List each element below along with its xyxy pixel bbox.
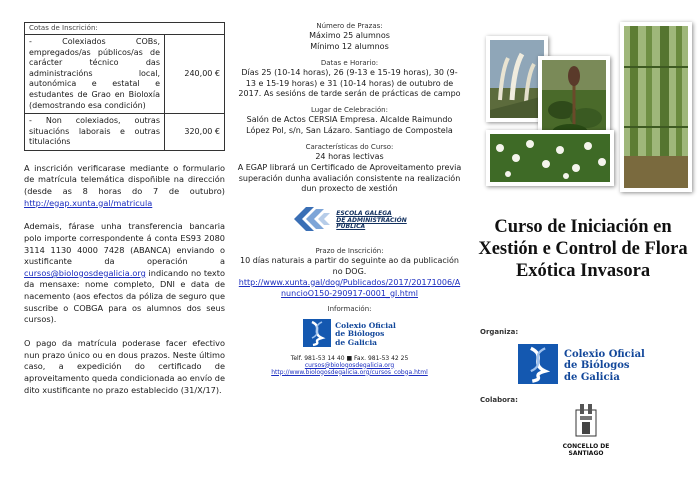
table-row: [25, 35, 225, 114]
installments-paragraph: O pago da matrícula poderase facer efectivo nun prazo único ou en dous prazos. Neste último caso, a expedición do certificado de aproveitamento queda condicionada ao envío de dito xustificante no prazo establecido (31/X/17).: [24, 338, 225, 395]
fees-table: [24, 22, 225, 151]
colexio-logo-small: [237, 319, 462, 351]
colexio-logo-icon: [303, 319, 331, 351]
places-heading: Número de Prazas:: [316, 22, 383, 30]
photo-collage: [482, 22, 692, 192]
info-section: [237, 305, 462, 375]
organiza-label: Organiza:: [480, 328, 519, 336]
panel-cover: [466, 0, 700, 495]
colexio-name: [564, 349, 645, 384]
registration-paragraph: [24, 163, 225, 210]
dog-link[interactable]: http://www.xunta.gal/dog/Publicados/2017/20171006/AnuncioO150-290917-0001_gl.html: [238, 277, 461, 298]
venue-heading: Lugar de Celebración:: [311, 106, 388, 115]
features-heading: Características do Curso:: [305, 142, 394, 151]
colexio-line: de Biólogos: [564, 360, 630, 372]
dates-heading: Datas e Horario:: [320, 58, 379, 67]
egap-line: DE ADMINISTRACIÓN: [336, 216, 407, 224]
fee-desc: - Colexiados COBs, empregados/as públicos/as de carácter técnico das administracións local, autonómica e estatal e estudantes de Grao en Bioloxía (demostrando esa condición): [25, 35, 165, 114]
colexio-line: Colexio Oficial: [564, 348, 645, 360]
fees-header: Cotas de Inscrición:: [25, 23, 225, 35]
colabora-label: Colabora:: [480, 396, 518, 404]
colexio-logo-icon: [518, 344, 558, 388]
course-title: Curso de Iniciación en Xestión e Control de Flora Exótica Invasora: [478, 217, 688, 282]
egap-logo-icon: [292, 205, 332, 237]
deadline-section: [237, 247, 462, 299]
places-section: [237, 22, 462, 53]
payment-text-pre: Ademais, fárase unha transferencia bancaria polo importe correspondente á conta ES93 2080 3114 1130 4000 7428 (ABANCA) enviando o xustificante da operación a: [24, 221, 225, 267]
concello-crest-icon: [572, 423, 600, 442]
concello-line: SANTIAGO: [568, 449, 604, 457]
egap-line: PÚBLICA: [336, 223, 366, 231]
payment-text-post: indicando no texto da mensaxe: nome completo, DNI e data de nacemento (aos efectos da póliza de seguro que suscribe o COBGA para os alumnos dos seus cursos).: [24, 267, 225, 325]
features-section: [237, 143, 462, 195]
colexio-line: de Galicia: [564, 371, 620, 383]
deadline-heading: Prazo de Inscrición:: [315, 247, 384, 256]
flowers-photo: [486, 130, 614, 186]
bamboo-photo: [620, 22, 692, 192]
fee-amount: 320,00 €: [165, 114, 225, 151]
payment-paragraph: [24, 221, 225, 326]
table-row: [25, 114, 225, 151]
egap-logo: [237, 205, 462, 237]
dates-section: [237, 59, 462, 100]
fee-desc: - Non colexiados, outras situacións laborais e outras titulacións: [25, 114, 165, 151]
registration-text: A inscrición verificarase mediante o formulario de matrícula telemática dispoñible na dirección (desde as 8 horas do 7 de outubro): [24, 162, 225, 196]
places-min: Mínimo 12 alumnos: [310, 41, 389, 51]
colexio-logo-large: [518, 344, 645, 388]
fee-amount: 240,00 €: [165, 35, 225, 114]
info-heading: Información:: [327, 305, 372, 314]
panel-fees: [0, 0, 233, 495]
egap-line: ESCOLA GALEGA: [336, 210, 392, 218]
contact-email-link[interactable]: cursos@biologosdegalicia.org: [304, 361, 395, 369]
concello-logo: [556, 402, 616, 457]
colexio-line: de Biólogos: [335, 329, 385, 339]
egap-name: [336, 211, 407, 231]
colexio-name: [335, 322, 396, 347]
phone-fax: Telf. 981-53 14 40 ■ Fax. 981-53 42 25: [290, 354, 409, 362]
email-link[interactable]: cursos@biologosdegalicia.org: [24, 267, 146, 278]
concello-name: [556, 444, 616, 457]
deadline-body: 10 días naturais a partir do seguinte ao da publicación no DOG.: [240, 256, 459, 277]
matricula-link[interactable]: http://egap.xunta.gal/matricula: [24, 197, 153, 208]
places-max: Máximo 25 alumnos: [309, 31, 390, 41]
features-hours: 24 horas lectivas: [315, 151, 384, 161]
features-body: A EGAP librará un Certificado de Aproveitamento previa superación dunha avaliación consistente na realización dun proxecto de xestión: [237, 162, 462, 194]
venue-section: [237, 106, 462, 137]
panel-info: [233, 0, 466, 495]
colexio-line: de Galicia: [335, 337, 378, 347]
dates-body: Días 25 (10-14 horas), 26 (9-13 e 15-19 horas), 30 (9-13 e 15-19 horas) e 31 (10-14 horas) de outubro de 2017. As sesións de tarde serán de prácticas de campo: [238, 67, 461, 99]
contact-web-link[interactable]: http://www.biologosdegalicia.org/cursos_cobga.html: [271, 368, 428, 376]
concello-line: CONCELLO DE: [562, 443, 610, 450]
colexio-line: Colexio Oficial: [335, 321, 396, 331]
venue-body: Salón de Actos CERSIA Empresa. Alcalde Raimundo López Pol, s/n, San Lázaro. Santiago de Compostela: [246, 115, 453, 136]
